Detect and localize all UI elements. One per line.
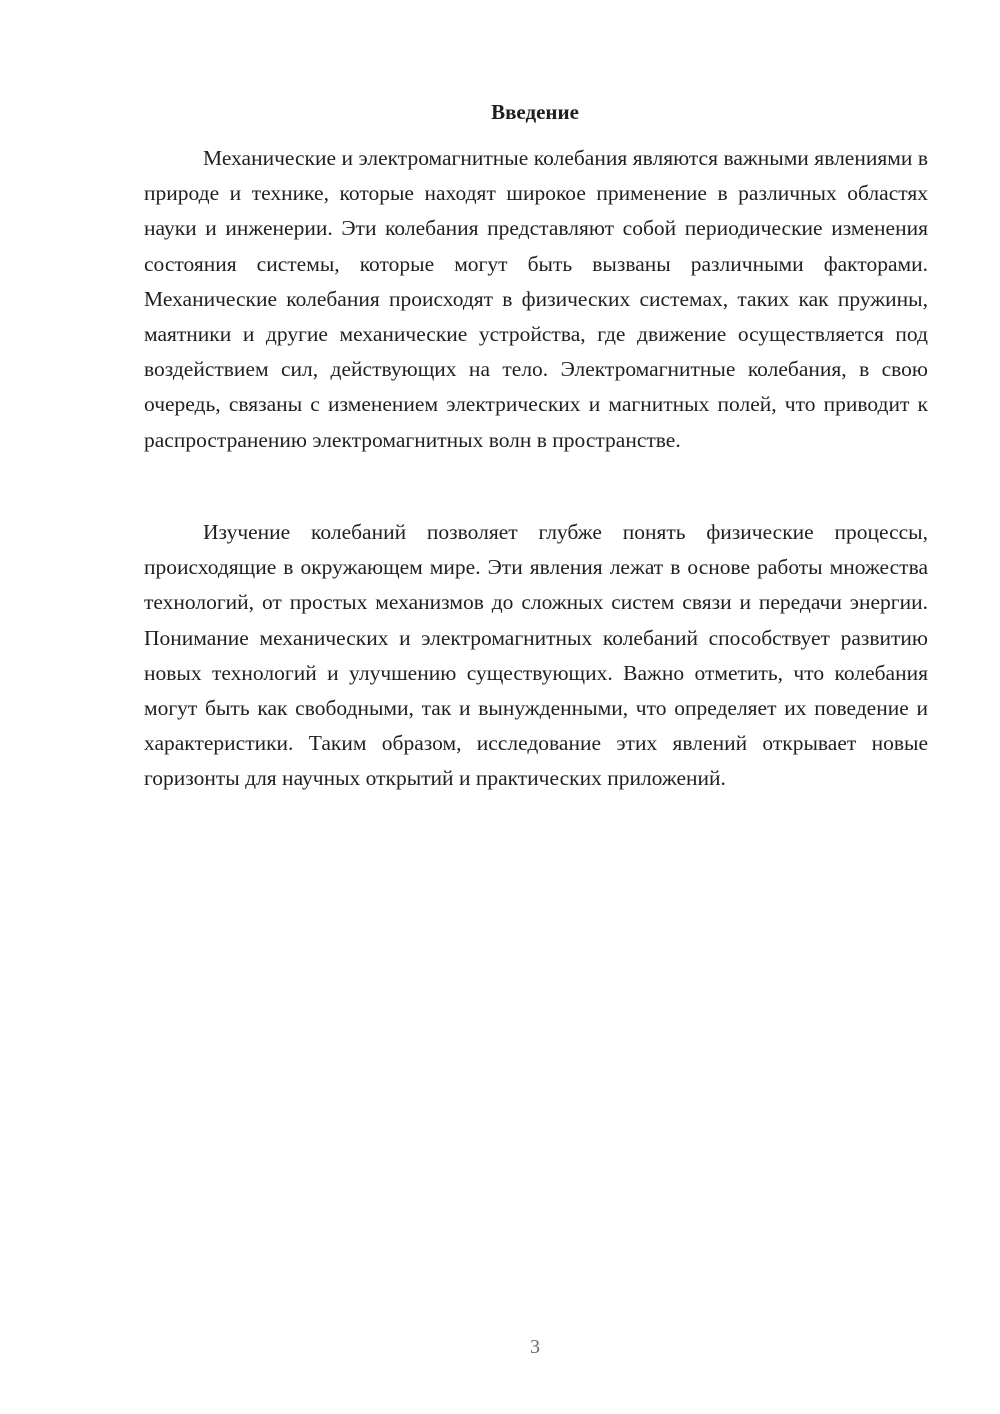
paragraph-study: Изучение колебаний позволяет глубже понять физические процессы, происходящие в окружающем мире. Эти явления лежат в основе работы множества технологий, от простых механизмов до сложных систем связи и передачи энергии. Понимание механических и электромагнитных колебаний способствует развитию новых технологий и улучшению существующих. Важно отметить, что колебания могут быть как свободными, так и вынужденными, что определяет их поведение и характеристики. Таким образом, исследование этих явлений открывает новые горизонты для научных открытий и практических приложений. <box>144 520 928 791</box>
page-number: 3 <box>530 1336 540 1358</box>
section-heading: Введение <box>491 100 579 124</box>
paragraph-intro: Механические и электромагнитные колебания являются важными явлениями в природе и технике, которые находят широкое применение в различных областях науки и инженерии. Эти колебания представляют собой периодические изменения состояния системы, которые могут быть вызваны различными факторами. Механические колебания происходят в физических системах, таких как пружины, маятники и другие механические устройства, где движение осуществляется под воздействием сил, действующих на тело. Электромагнитные колебания, в свою очередь, связаны с изменением электрических и магнитных полей, что приводит к распространению электромагнитных волн в пространстве. <box>144 146 928 452</box>
